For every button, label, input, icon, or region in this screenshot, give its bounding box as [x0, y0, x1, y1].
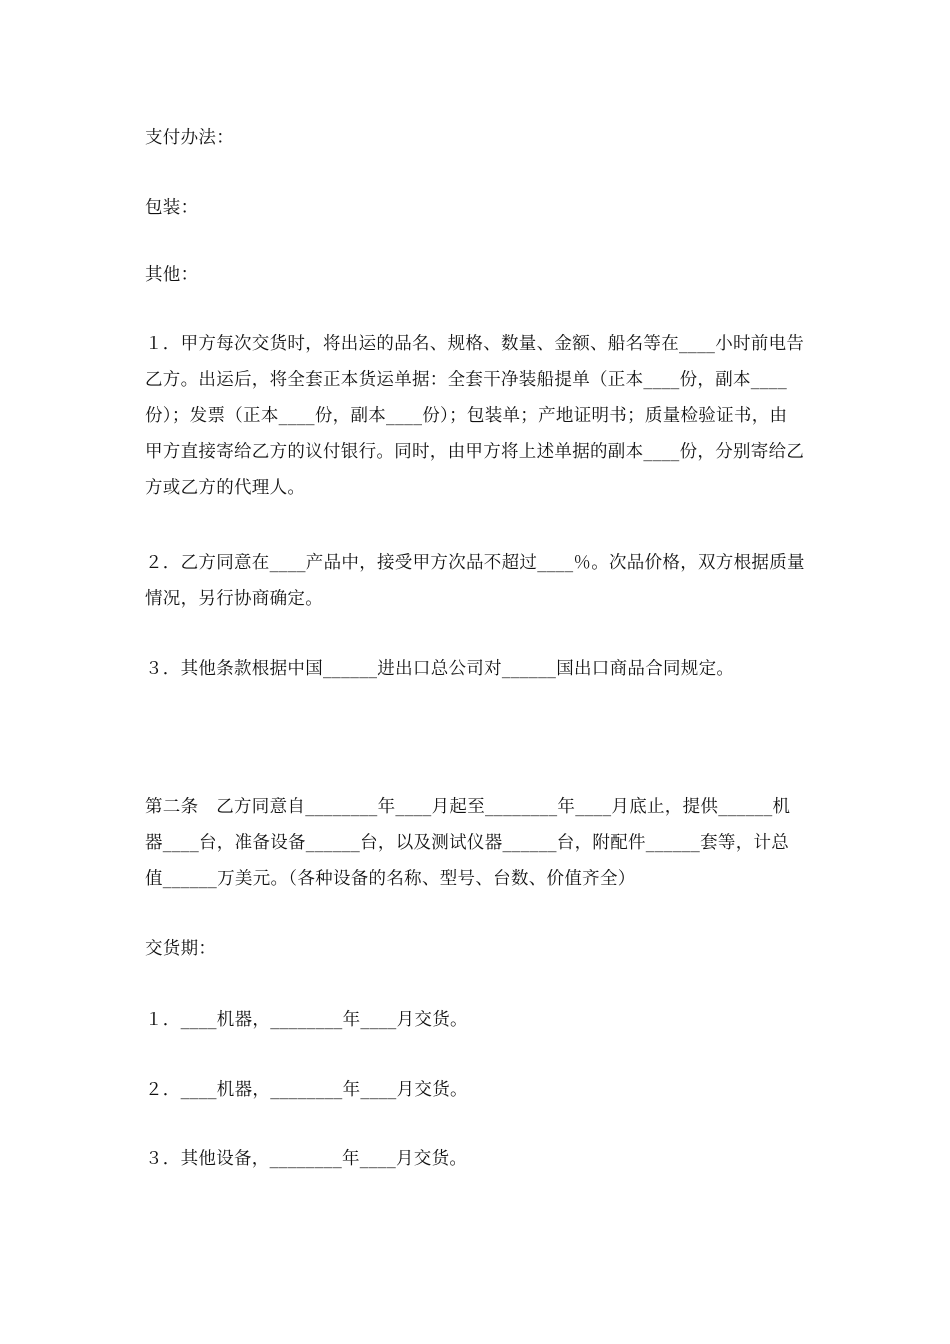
clause-item-1: １．甲方每次交货时，将出运的品名、规格、数量、金额、船名等在____小时前电告乙方。出运后，将全套正本货运单据：全套干净装船提单（正本____份，副本____份）；发票（正本____份，副本____份）；包装单；产地证明书；质量检验证书，由甲方直接寄给乙方的议付银行。同时，由甲方将上述单据的副本____份，分别寄给乙方或乙方的代理人。 [145, 334, 805, 498]
delivery-item-1: １．____机器，________年____月交货。 [145, 1010, 468, 1030]
delivery-item-2: ２．____机器，________年____月交货。 [145, 1080, 468, 1100]
other-label: 其他： [145, 265, 199, 285]
delivery-item-3: ３．其他设备，________年____月交货。 [145, 1149, 468, 1169]
delivery-period-label: 交货期： [145, 939, 217, 959]
packaging-label: 包装： [145, 198, 199, 218]
clause-item-3: ３．其他条款根据中国______进出口总公司对______国出口商品合同规定。 [145, 659, 735, 679]
payment-method-label: 支付办法： [145, 128, 234, 148]
clause-item-2: ２．乙方同意在____产品中，接受甲方次品不超过____％。次品价格，双方根据质量情况，另行协商确定。 [145, 553, 805, 609]
article-2-paragraph: 第二条 乙方同意自________年____月起至________年____月底止，提供______机器____台，准备设备______台，以及测试仪器______台，附配件______套等，计总值______万美元。（各种设备的名称、型号、台数、价值齐全） [145, 797, 791, 889]
